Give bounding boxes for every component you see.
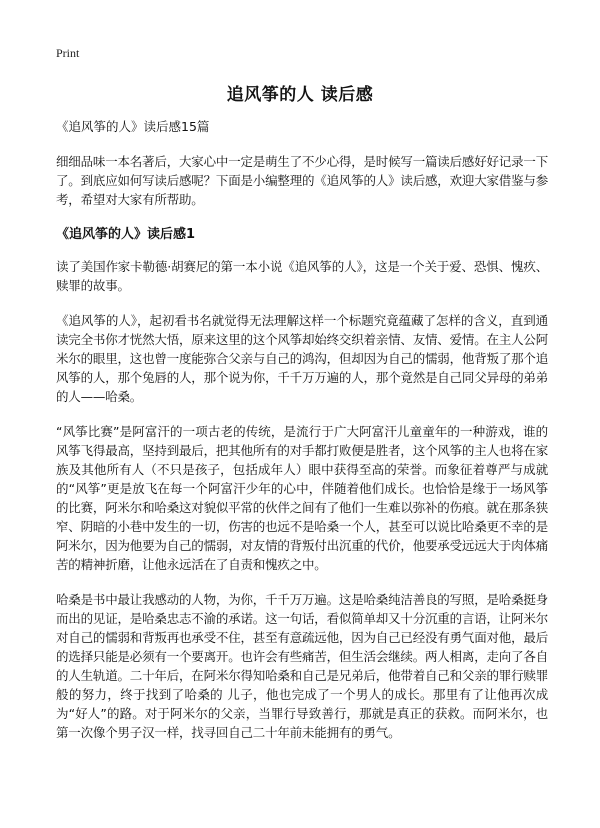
body-paragraph: “风筝比赛”是阿富汗的一项古老的传统，是流行于广大阿富汗儿童童年的一种游戏，谁的风筝飞得最高，坚持到最后，把其他所有的对手都打败便是胜者，这个风筝的主人也将在家族及其他所有人（不只是孩子，包括成年人）眼中获得至高的荣誉。而象征着尊严与成就的“风筝”更是放飞在每一个阿富汗少年的心中，伴随着他们成长。也恰恰是缘于一场风筝的比赛，阿米尔和哈桑这对貌似平常的伙伴之间有了他们一生难以弥补的伤痕。就在那条狭窄、阴暗的小巷中发生的一切，伤害的也远不是哈桑一个人，甚至可以说比哈桑更不幸的是阿米尔，因为他要为自己的懦弱，对友情的背叛付出沉重的代价，他要承受远远大于肉体痛苦的精神折磨，让他永远活在了自责和愧疚之中。 (56, 424, 549, 572)
intro-paragraph: 细细品味一本名著后，大家心中一定是萌生了不少心得，是时候写一篇读后感好好记录一下了。到底应如何写读后感呢？下面是小编整理的《追风筝的人》读后感，欢迎大家借鉴与参考，希望对大家有所帮助。 (56, 154, 549, 207)
print-link[interactable]: Print (56, 46, 80, 60)
body-paragraph: 哈桑是书中最让我感动的人物，为你，千千万万遍。这是哈桑纯洁善良的写照，是哈桑挺身而出的见证，是哈桑忠志不渝的承诺。这一句话，看似简单却又十分沉重的言语，让阿米尔对自己的懦弱和背叛再也承受不住，甚至有意疏远他，因为自己已经没有勇气面对他，最后的选择只能是必须有一个要离开。也许会有些痛苦，但生活会继续。两人相离，走向了各自的人生轨道。二十年后，在阿米尔得知哈桑和自己是兄弟后，他带着自己和父亲的罪行赎罪般的努力，终于找到了哈桑的 儿子，他也完成了一个男人的成长。那里有了让他再次成为“好人”的路。对于阿米尔的父亲，当罪行导致善行，那就是真正的获救。而阿米尔，也第一次像个男子汉一样，找寻回自己二十年前未能拥有的勇气。 (56, 592, 549, 740)
article-body (56, 118, 548, 758)
article-subtitle: 《追风筝的人》读后感15篇 (56, 119, 210, 134)
page-title: 追风筝的人 读后感 (226, 85, 374, 105)
body-paragraph: 《追风筝的人》，起初看书名就觉得无法理解这样一个标题究竟蕴藏了怎样的含义，直到通读完全书你才恍然大悟，原来这里的这个风筝却始终交织着亲情、友情、爱情。在主人公阿米尔的眼里，这也曾一度能弥合父亲与自己的鸿沟，但却因为自己的懦弱，他背叛了那个追风筝的人，那个兔唇的人，那个说为你，千千万万遍的人，那个竟然是自己同父异母的弟弟的人——哈桑。 (56, 313, 549, 404)
section-heading: 《追风筝的人》读后感1 (56, 227, 196, 242)
body-paragraph: 读了美国作家卡勒德·胡赛尼的第一本小说《追风筝的人》，这是一个关于爱、恐惧、愧疚、赎罪的故事。 (56, 259, 548, 293)
